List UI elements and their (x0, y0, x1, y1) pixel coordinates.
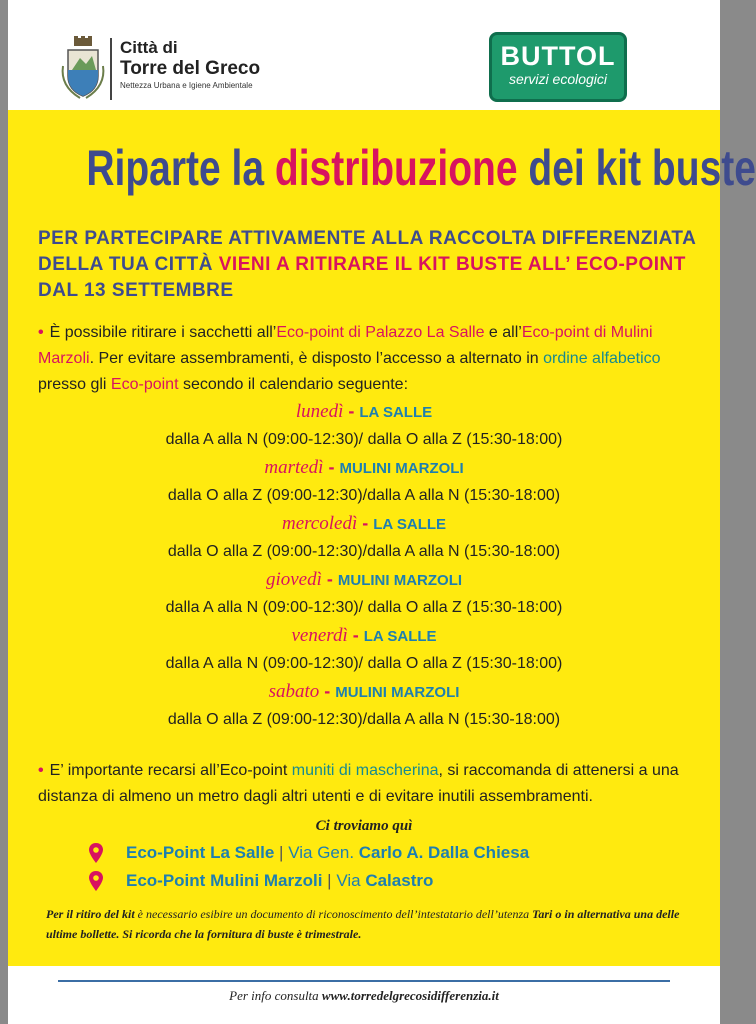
subheadline (38, 226, 698, 304)
intro-text: secondo il calendario seguente: (178, 376, 409, 393)
header (8, 0, 720, 110)
notice-text: E’ importante recarsi all’Eco-point (49, 762, 292, 779)
ecopoint-street: Calastro (365, 871, 434, 890)
subhead-part3: DAL 13 SETTEMBRE (38, 280, 234, 301)
schedule-dash: - (343, 401, 360, 421)
schedule-entry (8, 566, 720, 622)
intro-text: presso gli (38, 376, 111, 393)
ecopoint-sep: | (274, 843, 289, 862)
ecopoint-mulini-marzoli (88, 868, 688, 894)
ecopoint-name: Mulini Marzoli (210, 871, 323, 890)
schedule-dash: - (347, 625, 364, 645)
ecopoint-street-prefix: Via (336, 871, 366, 890)
schedule-dash: - (357, 513, 374, 533)
schedule-entry (8, 398, 720, 454)
schedule-day: lunedì (295, 401, 344, 422)
schedule-hours: dalla A alla N (09:00-12:30)/ dalla O alla Z (15:30-18:00) (165, 599, 563, 616)
intro-highlight: Eco-point (110, 376, 179, 393)
ecopoint-la-salle (88, 840, 688, 866)
schedule-dash: - (323, 457, 340, 477)
info-website-link[interactable]: www.torredelgrecosidifferenzia.it (321, 988, 499, 1003)
schedule-hours: dalla A alla N (09:00-12:30)/ dalla O alla Z (15:30-18:00) (165, 431, 563, 448)
buttol-sub: servizi ecologici (508, 71, 608, 87)
intro-text: e all’ (484, 324, 522, 341)
schedule-day: giovedì (265, 569, 322, 590)
schedule-location: MULINI MARZOLI (335, 684, 460, 701)
bullet: • (38, 324, 44, 341)
subhead-part1: PER PARTECIPARE ATTIVAMENTE ALLA RACCOLTA DIFFERENZIATA DELLA TUA CITTÀ (38, 228, 696, 275)
mask-notice (38, 758, 698, 810)
headline-part3: dei kit buste (517, 140, 756, 196)
schedule-entry (8, 510, 720, 566)
intro-highlight: ordine alfabetico (543, 350, 661, 367)
schedule-day: martedì (264, 457, 324, 478)
schedule-dash: - (321, 569, 338, 589)
ecopoint-name: La Salle (210, 843, 275, 862)
footer-divider (58, 980, 670, 982)
schedule-location: LA SALLE (373, 516, 447, 533)
info-line (8, 988, 720, 1004)
schedule-location: LA SALLE (363, 628, 437, 645)
schedule-day: sabato (268, 681, 320, 702)
location-pin-icon (88, 870, 104, 892)
flyer-sheet (8, 0, 756, 1024)
schedule-hours: dalla O alla Z (09:00-12:30)/dalla A alla N (15:30-18:00) (167, 487, 561, 504)
buttol-logo (489, 32, 627, 102)
schedule-entry (8, 678, 720, 734)
bullet: • (38, 762, 44, 779)
city-divider (110, 38, 112, 100)
schedule-entry (8, 622, 720, 678)
city-line1: Città di (120, 38, 178, 57)
find-us-title: Ci troviamo quì (315, 818, 413, 834)
ecopoint-sep: | (322, 871, 337, 890)
footnote-text: è necessario esibire un documento di riconoscimento dell’intestatario dell’utenza (134, 907, 533, 921)
intro-paragraph (38, 320, 698, 398)
schedule-location: MULINI MARZOLI (337, 572, 463, 589)
schedule-entry (8, 454, 720, 510)
city-line2: Torre del Greco (120, 58, 261, 79)
yellow-panel (8, 110, 756, 966)
city-crest-icon (60, 36, 106, 102)
ecopoint-street-prefix: Via Gen. (288, 843, 359, 862)
headline (86, 138, 756, 198)
headline-part2: distribuzione (274, 140, 518, 196)
subhead-part2: VIENI A RITIRARE IL KIT BUSTE ALL’ ECO-POINT (218, 254, 686, 275)
schedule (8, 398, 720, 734)
schedule-hours: dalla O alla Z (09:00-12:30)/dalla A alla N (15:30-18:00) (167, 543, 561, 560)
intro-text: . Per evitare assembramenti, è disposto l’accesso a alternato in (89, 350, 544, 367)
info-text: Per info consulta (229, 988, 322, 1003)
buttol-name: BUTTOL (500, 41, 616, 71)
schedule-day: venerdì (291, 625, 348, 646)
ecopoint-prefix: Eco-Point (126, 843, 211, 862)
footnote-lead: Per il ritiro del kit (46, 907, 135, 921)
intro-text: È possibile ritirare i sacchetti all’ (49, 324, 277, 341)
location-pin-icon (88, 842, 104, 864)
footnote (46, 904, 686, 944)
ecopoint-prefix: Eco-Point (126, 871, 211, 890)
notice-highlight: muniti di mascherina (291, 762, 439, 779)
schedule-hours: dalla A alla N (09:00-12:30)/ dalla O alla Z (15:30-18:00) (165, 655, 563, 672)
schedule-location: MULINI MARZOLI (339, 460, 464, 477)
city-name-block (120, 38, 260, 92)
schedule-location: LA SALLE (359, 404, 433, 421)
schedule-day: mercoledì (281, 513, 358, 534)
schedule-hours: dalla O alla Z (09:00-12:30)/dalla A alla N (15:30-18:00) (167, 711, 561, 728)
schedule-dash: - (319, 681, 336, 701)
intro-highlight: Eco-point di Mulini Marzoli (38, 324, 653, 367)
footnote-text-bold: Tari o in alternativa una delle ultime bollette. Si ricorda che la fornitura di buste è trimestrale. (46, 907, 680, 941)
intro-highlight: Eco-point di Palazzo La Salle (276, 324, 485, 341)
notice-text: , si raccomanda di attenersi a una distanza di almeno un metro dagli altri utenti e di evitare inutili assembramenti. (38, 762, 679, 805)
ecopoint-street: Carlo A. Dalla Chiesa (358, 843, 530, 862)
headline-part1: Riparte la (86, 140, 275, 196)
city-line3: Nettezza Urbana e Igiene Ambientale (120, 81, 253, 90)
